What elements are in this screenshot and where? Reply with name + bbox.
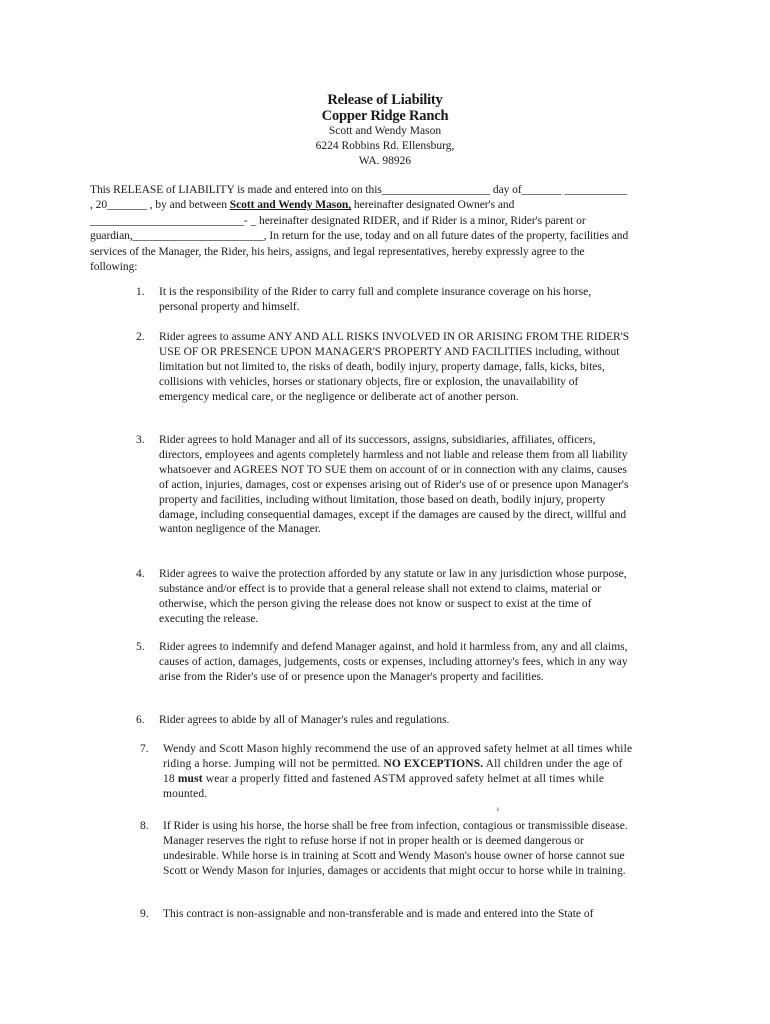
clause-8 bbox=[140, 819, 635, 879]
document-header bbox=[0, 92, 770, 169]
address-line-1: Scott and Wendy Mason bbox=[328, 125, 442, 137]
clause-text: It is the responsibility of the Rider to carry full and complete insurance coverage on his horse, personal property and himself. bbox=[159, 286, 592, 313]
clause-6 bbox=[136, 713, 631, 728]
address-line-2: 6224 Robbins Rd. Ellensburg, bbox=[315, 140, 455, 152]
clause-5 bbox=[136, 640, 631, 685]
clause-number: 7. bbox=[140, 743, 149, 755]
clause-7-bold-b: must bbox=[177, 772, 203, 785]
address-line-3: WA. 98926 bbox=[358, 155, 412, 167]
clause-text bbox=[163, 742, 635, 802]
clause-number: 2. bbox=[136, 331, 145, 343]
clause-7-text-c: wear a properly fitted and fastened ASTM approved safety helmet at all times while mounted. bbox=[163, 772, 605, 800]
clause-number: 1. bbox=[136, 286, 145, 298]
clause-number: 4. bbox=[136, 568, 145, 580]
title-line-1: Release of Liability bbox=[327, 92, 443, 108]
clause-text: This contract is non-assignable and non-transferable and is made and entered into the State of bbox=[163, 908, 594, 920]
clause-text: Rider agrees to indemnify and defend Manager against, and hold it harmless from, any and all claims, causes of action, damages, judgements, costs or expenses, including attorney's fees, which in any way arise from the Rider's use of or presence upon the Manager's property and facilities. bbox=[159, 641, 628, 683]
clause-text: Rider agrees to assume ANY AND ALL RISKS INVOLVED IN OR ARISING FROM THE RIDER'S USE OF OR PRESENCE UPON MANAGER'S PROPERTY AND FACILITIES including, without limitation but not limited to, the risks of death, bodily injury, property damage, falls, kicks, bites, collisions with vehicles, horses or stationary objects, fire or explosion, the unavailability of emergency medical care, or the negligence or deliberate act of another person. bbox=[159, 331, 630, 403]
clause-number: 9. bbox=[140, 908, 149, 920]
clause-text: Rider agrees to hold Manager and all of its successors, assigns, subsidiaries, affiliates, officers, directors, employees and agents completely harmless and not liable and release them from all liability whatsoever and AGREES NOT TO SUE them on account of or in connection with any claims, causes of action, injuries, damages, cost or expenses arising out of Rider's use of or presence upon Manager's property and facilities, including without limitation, those based on death, bodily injury, property damage, including consequential damages, except if the damages are caused by the direct, willful and wanton negligence of the Manager. bbox=[159, 434, 629, 536]
intro-text-2: hereinafter designated Owner's and ___________________________- _ hereinafter designated RIDER, and if Rider is a minor, Rider's parent or guardian,_______________________, In return for the use, today and on all future dates of the property, facilities and services of the Manager, the Rider, his heirs, assigns, and legal representatives, hereby expressly agree to the following: bbox=[90, 199, 629, 274]
clause-2 bbox=[136, 330, 631, 405]
clause-1 bbox=[136, 285, 631, 315]
clause-number: 3. bbox=[136, 434, 145, 446]
clause-text: If Rider is using his horse, the horse shall be free from infection, contagious or transmissible disease. Manager reserves the right to refuse horse if not in proper health or is deemed dangerous or undesirable. While horse is in training at Scott and Wendy Mason's house owner of horse cannot sue Scott or Wendy Mason for injuries, damages or accidents that might occur to horse while in training. bbox=[163, 820, 628, 877]
clause-7-text-a: Wendy and Scott Mason highly recommend the use of an approved safety helmet at all times while riding a horse. Jumping will not be permitted. bbox=[163, 743, 633, 770]
clause-number: 6. bbox=[136, 714, 145, 726]
clause-text: Rider agrees to abide by all of Manager's rules and regulations. bbox=[159, 714, 450, 726]
title-line-2: Copper Ridge Ranch bbox=[321, 108, 449, 124]
clause-7 bbox=[140, 742, 635, 802]
clause-7-text-b: All children under the age of 18 bbox=[163, 757, 623, 785]
clause-number: 5. bbox=[136, 641, 145, 653]
clause-4 bbox=[136, 567, 631, 627]
clause-3 bbox=[136, 433, 631, 537]
stray-mark: ı bbox=[497, 805, 499, 813]
intro-paragraph bbox=[90, 183, 630, 275]
clause-number: 8. bbox=[140, 820, 149, 832]
clause-7-bold-a: NO EXCEPTIONS. bbox=[383, 757, 484, 770]
owner-name: Scott and Wendy Mason, bbox=[229, 199, 352, 212]
clause-9 bbox=[140, 907, 635, 922]
intro-text-1: This RELEASE of LIABILITY is made and entered into on this___________________ day of_______ ___________ , 20_______ , by and between bbox=[90, 184, 628, 212]
clause-text: Rider agrees to waive the protection afforded by any statute or law in any jurisdiction whose purpose, substance and/or effect is to provide that a general release shall not extend to claims, material or otherwise, which the person giving the release does not know or suspect to exist at the time of executing the release. bbox=[159, 568, 627, 625]
